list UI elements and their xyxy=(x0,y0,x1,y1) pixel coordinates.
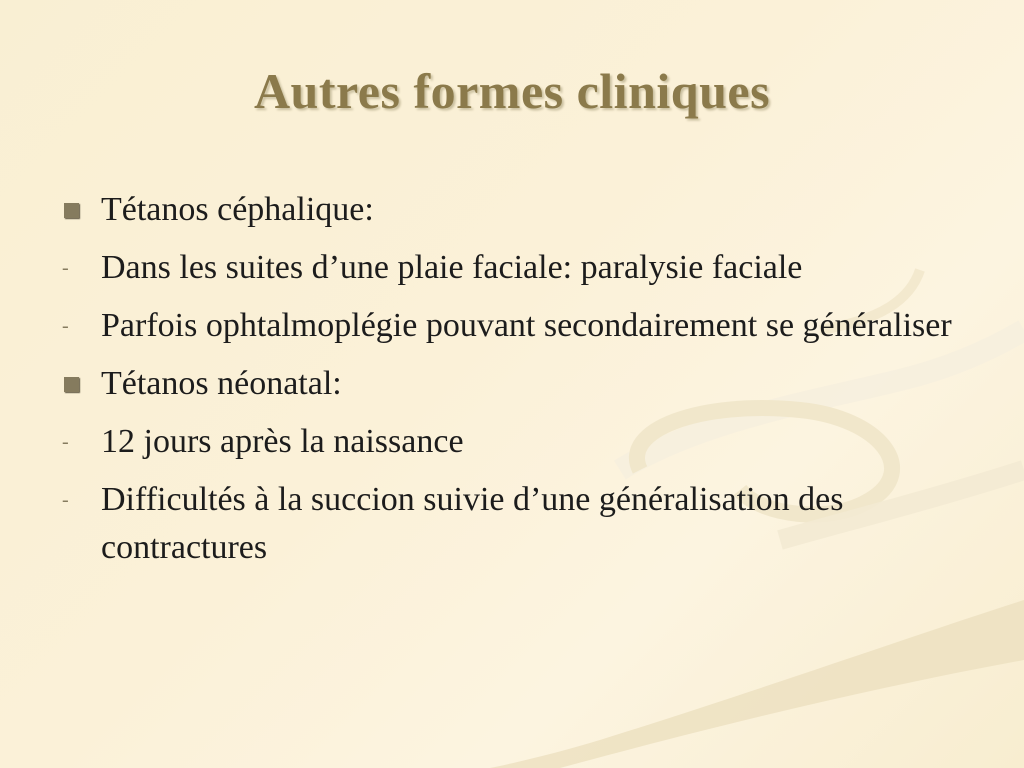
dash-item-12-jours xyxy=(60,418,970,466)
dash-bullet-icon: - xyxy=(62,489,69,511)
bullet-list xyxy=(60,186,970,582)
square-bullet-icon xyxy=(64,203,79,218)
bullet-text: Difficultés à la succion suivie d’une généralisation des contractures xyxy=(101,481,844,566)
swirl-band xyxy=(490,600,1024,768)
dash-bullet-icon: - xyxy=(62,315,69,337)
dash-item-succion xyxy=(60,476,970,572)
slide-title: Autres formes cliniques xyxy=(253,63,771,119)
bullet-text: Tétanos néonatal: xyxy=(101,365,342,402)
bullet-text: Tétanos céphalique: xyxy=(101,191,374,228)
bullet-text: 12 jours après la naissance xyxy=(101,423,464,460)
dash-item-ophtalmoplegie xyxy=(60,302,970,350)
dash-item-plaie-faciale xyxy=(60,244,970,292)
bullet-text: Dans les suites d’une plaie faciale: paralysie faciale xyxy=(101,249,803,286)
bullet-item-tetanos-neonatal xyxy=(60,360,970,408)
bullet-text: Parfois ophtalmoplégie pouvant secondairement se généraliser xyxy=(101,307,952,344)
dash-bullet-icon: - xyxy=(62,257,69,279)
dash-bullet-icon: - xyxy=(62,431,69,453)
square-bullet-icon xyxy=(64,377,79,392)
bullet-item-tetanos-cephalique xyxy=(60,186,970,234)
